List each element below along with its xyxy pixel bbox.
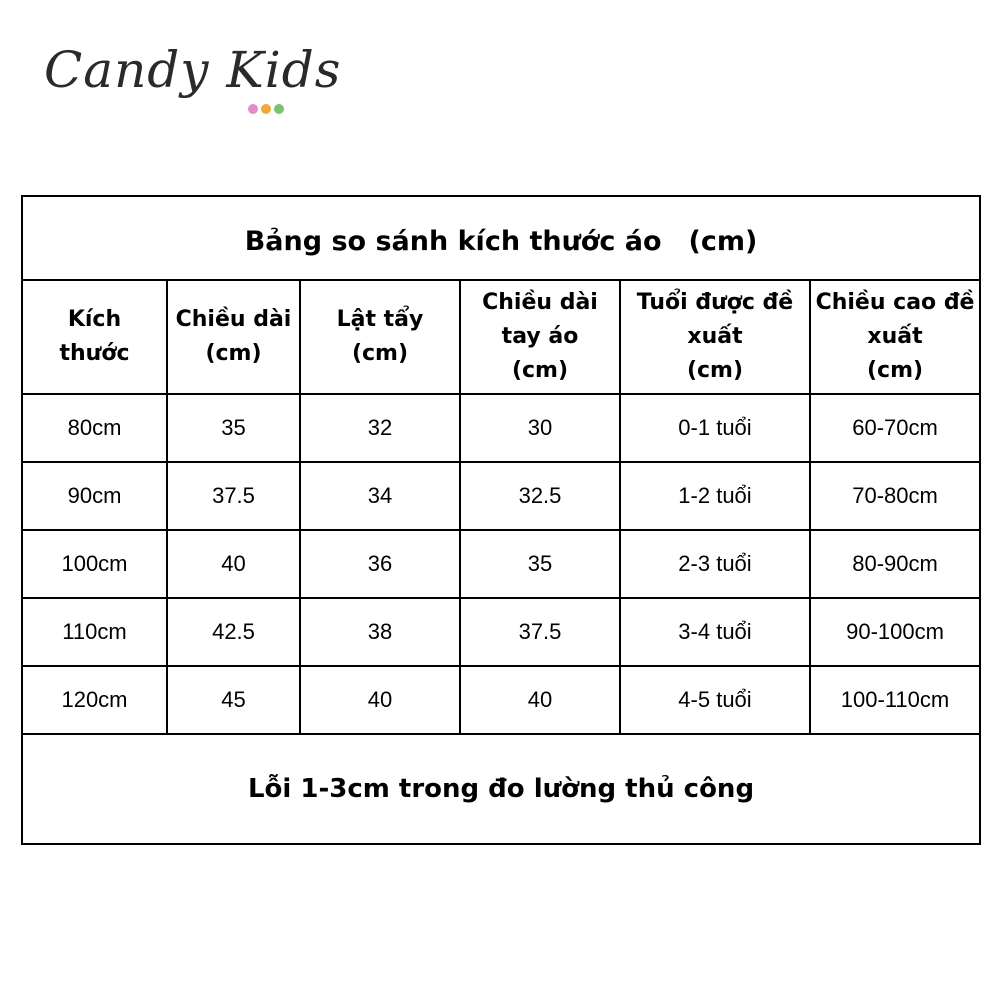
cell-sleeve: 30: [460, 394, 620, 462]
table-title: Bảng so sánh kích thước áo (cm): [22, 196, 980, 280]
header-recommended-height: Chiều cao đề xuất (cm): [810, 280, 980, 394]
cell-age: 1-2 tuổi: [620, 462, 810, 530]
cell-sleeve: 32.5: [460, 462, 620, 530]
table-row: [22, 394, 980, 462]
cell-size: 100cm: [22, 530, 167, 598]
table-row: [22, 598, 980, 666]
brand-dots: [248, 104, 284, 114]
header-size: Kích thước: [22, 280, 167, 394]
cell-sleeve: 37.5: [460, 598, 620, 666]
cell-age: 4-5 tuổi: [620, 666, 810, 734]
size-comparison-table: [21, 195, 981, 845]
cell-size: 110cm: [22, 598, 167, 666]
brand-logo: [44, 40, 342, 120]
cell-length: 35: [167, 394, 300, 462]
table-row: [22, 530, 980, 598]
pink-dot-icon: [248, 104, 258, 114]
green-dot-icon: [274, 104, 284, 114]
cell-sleeve: 35: [460, 530, 620, 598]
header-recommended-age: Tuổi được đề xuất (cm): [620, 280, 810, 394]
cell-chest: 38: [300, 598, 460, 666]
measurement-error-note: Lỗi 1-3cm trong đo lường thủ công: [22, 734, 980, 844]
cell-length: 37.5: [167, 462, 300, 530]
cell-height: 100-110cm: [810, 666, 980, 734]
cell-size: 120cm: [22, 666, 167, 734]
cell-height: 60-70cm: [810, 394, 980, 462]
cell-chest: 34: [300, 462, 460, 530]
cell-age: 0-1 tuổi: [620, 394, 810, 462]
cell-age: 3-4 tuổi: [620, 598, 810, 666]
cell-length: 45: [167, 666, 300, 734]
cell-length: 40: [167, 530, 300, 598]
table-footer-row: [22, 734, 980, 844]
table-row: [22, 666, 980, 734]
cell-size: 80cm: [22, 394, 167, 462]
header-sleeve-length: Chiều dài tay áo (cm): [460, 280, 620, 394]
cell-height: 90-100cm: [810, 598, 980, 666]
cell-chest: 36: [300, 530, 460, 598]
cell-age: 2-3 tuổi: [620, 530, 810, 598]
cell-sleeve: 40: [460, 666, 620, 734]
cell-height: 70-80cm: [810, 462, 980, 530]
table-header-row: [22, 280, 980, 394]
cell-height: 80-90cm: [810, 530, 980, 598]
header-chest: Lật tẩy (cm): [300, 280, 460, 394]
cell-chest: 32: [300, 394, 460, 462]
cell-size: 90cm: [22, 462, 167, 530]
cell-chest: 40: [300, 666, 460, 734]
cell-length: 42.5: [167, 598, 300, 666]
table-row: [22, 462, 980, 530]
header-length: Chiều dài (cm): [167, 280, 300, 394]
brand-name: Candy Kids: [44, 41, 342, 99]
orange-dot-icon: [261, 104, 271, 114]
table-title-row: [22, 196, 980, 280]
